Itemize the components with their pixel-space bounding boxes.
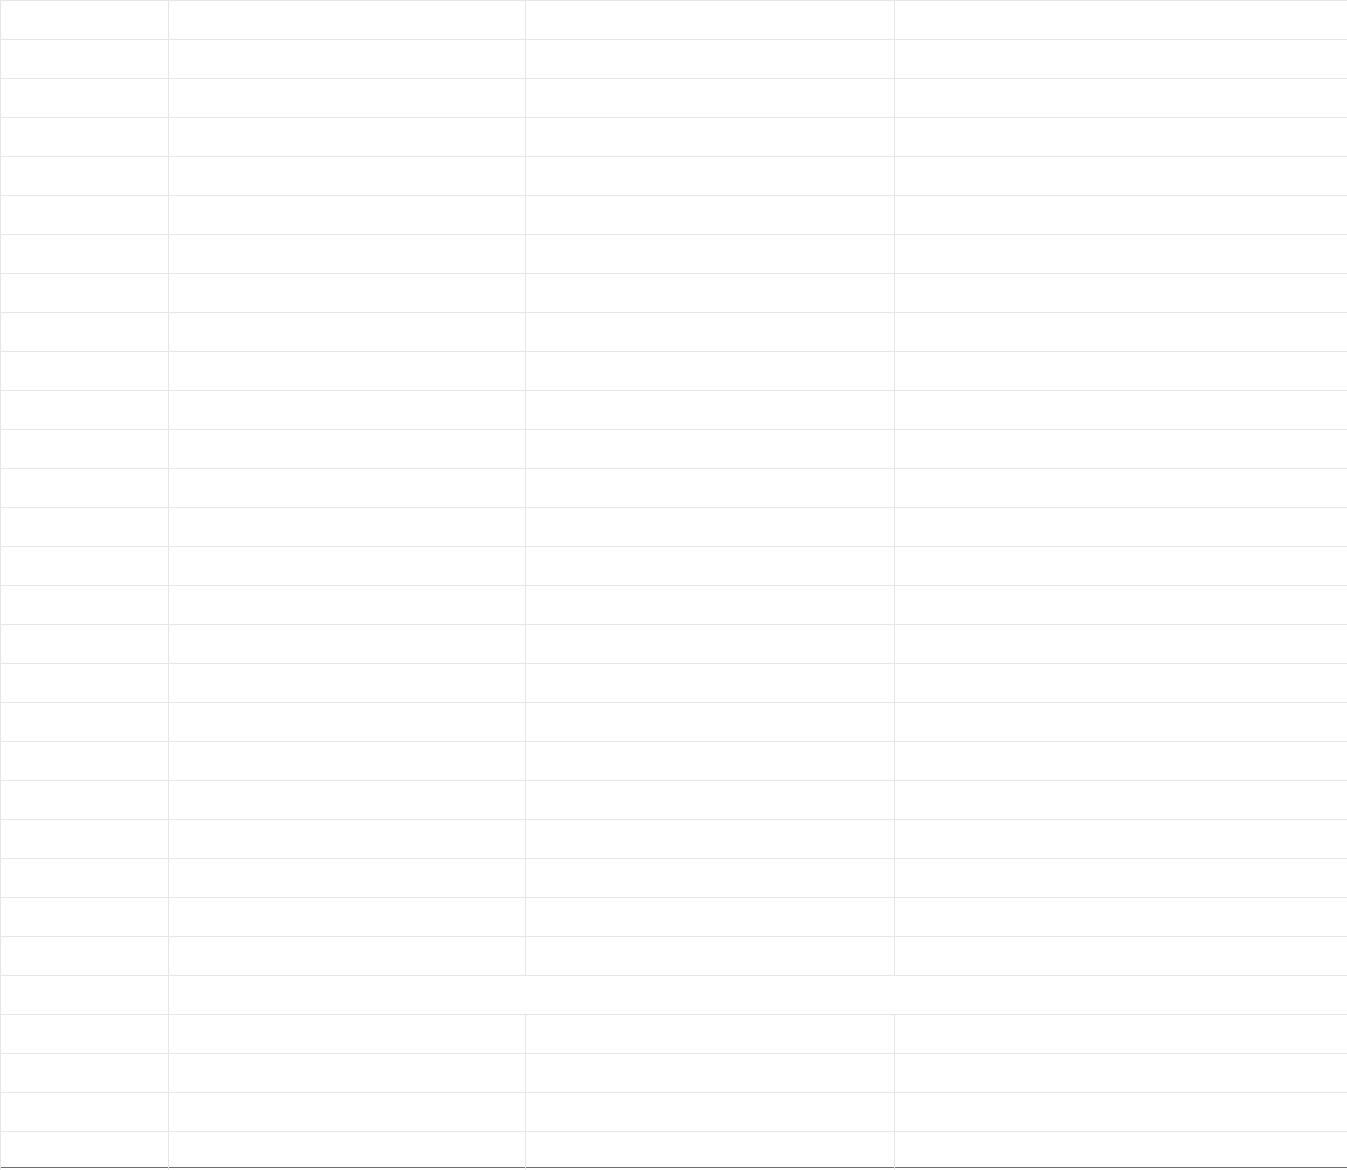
table-cell[interactable] — [0, 1, 169, 39]
table-cell[interactable] — [894, 703, 1347, 741]
table-cell[interactable] — [894, 274, 1347, 312]
table-cell[interactable] — [894, 820, 1347, 858]
table-cell[interactable] — [894, 79, 1347, 117]
table-cell[interactable] — [894, 586, 1347, 624]
table-cell[interactable] — [168, 1054, 526, 1092]
table-row — [0, 1053, 1347, 1092]
table-row — [0, 0, 1347, 39]
table-cell[interactable] — [894, 1093, 1347, 1131]
table-cell[interactable] — [525, 859, 895, 897]
table-cell[interactable] — [894, 313, 1347, 351]
table-cell[interactable] — [0, 352, 169, 390]
table-cell[interactable] — [525, 196, 895, 234]
table-cell[interactable] — [168, 1015, 526, 1053]
table-cell[interactable] — [525, 1054, 895, 1092]
table-cell[interactable] — [168, 508, 526, 546]
table-cell[interactable] — [168, 1093, 526, 1131]
table-cell[interactable] — [0, 1054, 169, 1092]
table-cell[interactable] — [0, 157, 169, 195]
table-cell[interactable] — [525, 586, 895, 624]
table-cell[interactable] — [894, 1054, 1347, 1092]
table-cell[interactable] — [894, 547, 1347, 585]
table-row — [0, 741, 1347, 780]
table-cell[interactable] — [525, 664, 895, 702]
table-cell[interactable] — [0, 976, 169, 1014]
table-row — [0, 1092, 1347, 1131]
table-cell[interactable] — [168, 664, 526, 702]
table-row — [0, 273, 1347, 312]
table-cell[interactable] — [894, 40, 1347, 78]
table-cell[interactable] — [525, 118, 895, 156]
table-cell[interactable] — [168, 274, 526, 312]
table-row — [0, 546, 1347, 585]
table-cell[interactable] — [894, 1, 1347, 39]
table-cell[interactable] — [168, 820, 526, 858]
table-cell[interactable] — [894, 937, 1347, 975]
table-cell[interactable] — [168, 781, 526, 819]
table-row — [0, 585, 1347, 624]
table-row — [0, 507, 1347, 546]
table-cell[interactable] — [0, 469, 169, 507]
table-row — [0, 234, 1347, 273]
table-cell[interactable] — [525, 1015, 895, 1053]
table-cell[interactable] — [894, 235, 1347, 273]
table-cell[interactable] — [525, 1132, 895, 1170]
table-cell[interactable] — [0, 859, 169, 897]
table-merged-cell[interactable] — [168, 976, 1347, 1014]
table-cell[interactable] — [168, 625, 526, 663]
table-cell[interactable] — [894, 157, 1347, 195]
table-cell[interactable] — [894, 625, 1347, 663]
table-cell[interactable] — [525, 547, 895, 585]
table-cell[interactable] — [168, 430, 526, 468]
table-cell[interactable] — [168, 235, 526, 273]
table-row — [0, 1131, 1347, 1170]
table-row — [0, 78, 1347, 117]
table-row — [0, 819, 1347, 858]
table-cell[interactable] — [525, 742, 895, 780]
table-row — [0, 702, 1347, 741]
table-cell[interactable] — [894, 742, 1347, 780]
table-cell[interactable] — [525, 625, 895, 663]
table-cell[interactable] — [0, 274, 169, 312]
table-cell[interactable] — [525, 313, 895, 351]
table-cell[interactable] — [168, 859, 526, 897]
table-cell[interactable] — [525, 937, 895, 975]
table-cell[interactable] — [894, 118, 1347, 156]
table-cell[interactable] — [894, 391, 1347, 429]
table-cell[interactable] — [168, 937, 526, 975]
table-cell[interactable] — [0, 586, 169, 624]
table-cell[interactable] — [168, 469, 526, 507]
table-cell[interactable] — [0, 664, 169, 702]
table-cell[interactable] — [168, 118, 526, 156]
table-cell[interactable] — [525, 1, 895, 39]
table-cell[interactable] — [168, 547, 526, 585]
table-cell[interactable] — [894, 352, 1347, 390]
table-cell[interactable] — [0, 391, 169, 429]
table-cell[interactable] — [0, 781, 169, 819]
table-row — [0, 39, 1347, 78]
table-cell[interactable] — [168, 352, 526, 390]
table-cell[interactable] — [0, 547, 169, 585]
table-cell[interactable] — [525, 703, 895, 741]
table-cell[interactable] — [894, 859, 1347, 897]
table-cell[interactable] — [168, 196, 526, 234]
table-cell[interactable] — [0, 196, 169, 234]
table-cell[interactable] — [525, 79, 895, 117]
table-cell[interactable] — [525, 391, 895, 429]
table-cell[interactable] — [525, 820, 895, 858]
table-cell[interactable] — [0, 937, 169, 975]
table-row — [0, 195, 1347, 234]
table-row — [0, 351, 1347, 390]
table-cell[interactable] — [168, 1132, 526, 1170]
table-row — [0, 390, 1347, 429]
table-cell[interactable] — [894, 508, 1347, 546]
table-cell[interactable] — [525, 508, 895, 546]
table-row — [0, 663, 1347, 702]
table-cell[interactable] — [0, 235, 169, 273]
table-row — [0, 936, 1347, 975]
table-cell[interactable] — [168, 79, 526, 117]
table-cell[interactable] — [894, 469, 1347, 507]
table-cell[interactable] — [894, 1132, 1347, 1170]
table-row — [0, 624, 1347, 663]
table-cell[interactable] — [168, 391, 526, 429]
table-row — [0, 858, 1347, 897]
table-cell[interactable] — [168, 40, 526, 78]
table-cell[interactable] — [0, 118, 169, 156]
table-cell[interactable] — [168, 157, 526, 195]
table-cell[interactable] — [894, 781, 1347, 819]
table-cell[interactable] — [0, 1093, 169, 1131]
table-cell[interactable] — [0, 625, 169, 663]
table-cell[interactable] — [525, 40, 895, 78]
table-cell[interactable] — [168, 1, 526, 39]
table-cell[interactable] — [168, 898, 526, 936]
table-row — [0, 312, 1347, 351]
table-cell[interactable] — [894, 898, 1347, 936]
table-cell[interactable] — [894, 196, 1347, 234]
table-cell[interactable] — [894, 1015, 1347, 1053]
table-cell[interactable] — [894, 664, 1347, 702]
table-row — [0, 780, 1347, 819]
table-cell[interactable] — [0, 898, 169, 936]
table-cell[interactable] — [0, 430, 169, 468]
table-cell[interactable] — [525, 469, 895, 507]
table-row — [0, 897, 1347, 936]
table-cell[interactable] — [0, 703, 169, 741]
table-row — [0, 1014, 1347, 1053]
table-cell[interactable] — [525, 235, 895, 273]
table-cell[interactable] — [0, 742, 169, 780]
table-cell[interactable] — [525, 274, 895, 312]
table-row — [0, 429, 1347, 468]
table-cell[interactable] — [168, 313, 526, 351]
table-cell[interactable] — [525, 898, 895, 936]
table-cell[interactable] — [525, 157, 895, 195]
table-row — [0, 975, 1347, 1014]
table-cell[interactable] — [0, 1132, 169, 1170]
table-cell[interactable] — [168, 742, 526, 780]
table-cell[interactable] — [894, 430, 1347, 468]
table-cell[interactable] — [0, 508, 169, 546]
table-row — [0, 156, 1347, 195]
table-cell[interactable] — [525, 781, 895, 819]
table-cell[interactable] — [0, 820, 169, 858]
table-cell[interactable] — [0, 79, 169, 117]
table-row — [0, 468, 1347, 507]
table-cell[interactable] — [0, 40, 169, 78]
table-row — [0, 117, 1347, 156]
table-cell[interactable] — [168, 586, 526, 624]
table-cell[interactable] — [525, 352, 895, 390]
table-cell[interactable] — [525, 1093, 895, 1131]
table-cell[interactable] — [525, 430, 895, 468]
table-cell[interactable] — [0, 313, 169, 351]
table-cell[interactable] — [168, 703, 526, 741]
table-cell[interactable] — [0, 1015, 169, 1053]
